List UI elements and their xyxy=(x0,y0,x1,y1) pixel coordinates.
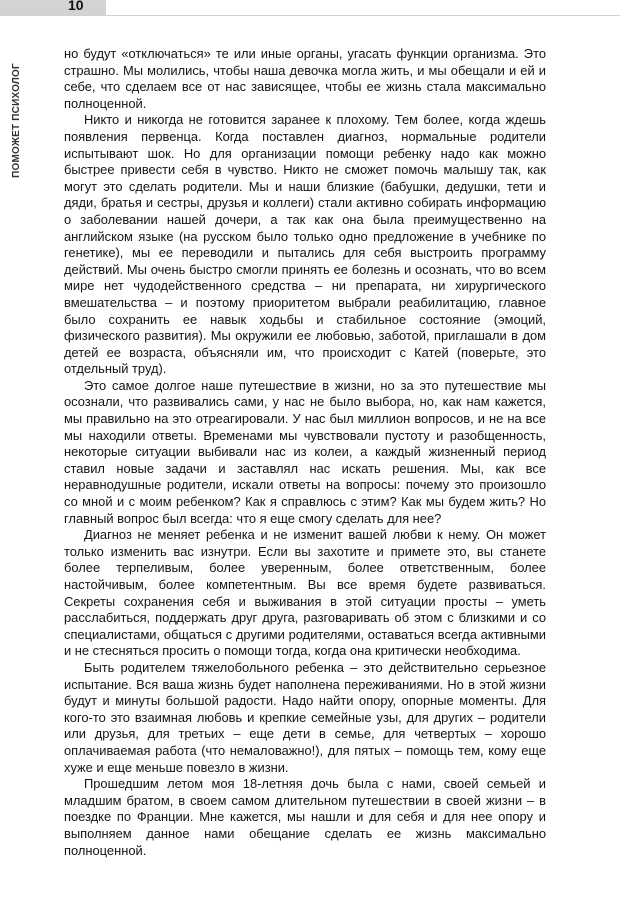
paragraph-2: Никто и никогда не готовится заранее к плохому. Тем более, когда ждешь появления первенца. Когда поставлен диагноз, нормальные родители испытывают шок. Но для организации помощи ребенку надо как можно быстрее привести себя в чувство. Никто не сможет помочь малышу так, как могут это сделать родители. Мы и наши близкие (бабушки, дедушки, тети и дяди, братья и сестры, друзья и коллеги) стали активно собирать информацию о заболевании нашей дочери, а так как она была преимущественно на английском языке (на русском было только одно предложение в учебнике по генетике), мы ее переводили и пытались для себя выстроить программу действий. Мы очень быстро смогли принять ее болезнь и осознать, что во всем мире нет чудодейственного средства – ни препарата, ни хирургического вмешательства – и поэтому приоритетом выбрали реабилитацию, главное было сохранить ее навык ходьбы и стабильное состояние (эмоций, физического развития). Мы окружили ее любовью, заботой, приглашали в дом детей ее возраста, объясняли им, что происходит с Катей (поверьте, это отдельный труд). xyxy=(64,112,546,377)
paragraph-5: Быть родителем тяжелобольного ребенка – это действительно серьезное испытание. Вся ваша жизнь будет наполнена переживаниями. Но в этой жизни будут и минуты большой радости. Надо найти опору, опорные моменты. Для кого-то это взаимная любовь и крепкие семейные узы, для других – родители или друзья, для третьих – еще дети в семье, для четвертых – хорошо оплачиваемая работа (что немаловажно!), для пятых – помощь тем, кому еще хуже и еще меньше повезло в жизни. xyxy=(64,659,546,775)
page-number-tab xyxy=(0,0,106,15)
page-number: 10 xyxy=(68,0,84,13)
article-body xyxy=(64,46,546,859)
paragraph-1: но будут «отключаться» те или иные органы, угасать функции организма. Это страшно. Мы молились, чтобы наша девочка могла жить, и мы обещали и ей и себе, что сделаем все от нас зависящее, чтобы ее жизнь стала максимально полноценной. xyxy=(64,46,546,111)
running-head-text: ПОМОЖЕТ ПСИХОЛОГ xyxy=(10,62,22,178)
header-rule xyxy=(0,15,620,16)
paragraph-6: Прошедшим летом моя 18-летняя дочь была с нами, своей семьей и младшим братом, в своем самом длительном путешествии в своей жизни – в поездке по Франции. Мне кажется, мы нашли и для себя и для нее опору и выполняем данное нами обещание сделать ее жизнь максимально полноценной. xyxy=(64,776,546,858)
paragraph-4: Диагноз не меняет ребенка и не изменит вашей любви к нему. Он может только изменить вас изнутри. Если вы захотите и примете это, вы станете более терпеливым, более уверенным, более ответственным, более настойчивым, более компетентным. Вы все время будете развиваться. Секреты сохранения себя и выживания в этой ситуации просты – уметь расслабиться, поддержать друг друга, разговаривать об этом с близкими и со специалистами, общаться с другими родителями, оставаться всегда активными и не стесняться просить о помощи тогда, когда она критически необходима. xyxy=(64,527,546,659)
paragraph-3: Это самое долгое наше путешествие в жизни, но за это путешествие мы осознали, что развивались сами, у нас не было выбора, но, как нам кажется, мы правильно на это отреагировали. У нас был миллион вопросов, и не на все мы находили ответы. Временами мы чувствовали пустоту и разобщенность, некоторые ситуации выбивали нас из колеи, а каждый жизненный период ставил новые задачи и заставлял нас искать решения. Мы, как все неравнодушные родители, искали ответы на вопросы: почему это произошло со мной и с моим ребенком? Как я справлюсь с этим? Как мы будем жить? Но главный вопрос был всегда: что я еще смогу сделать для нее? xyxy=(64,377,546,526)
running-head xyxy=(3,40,29,200)
